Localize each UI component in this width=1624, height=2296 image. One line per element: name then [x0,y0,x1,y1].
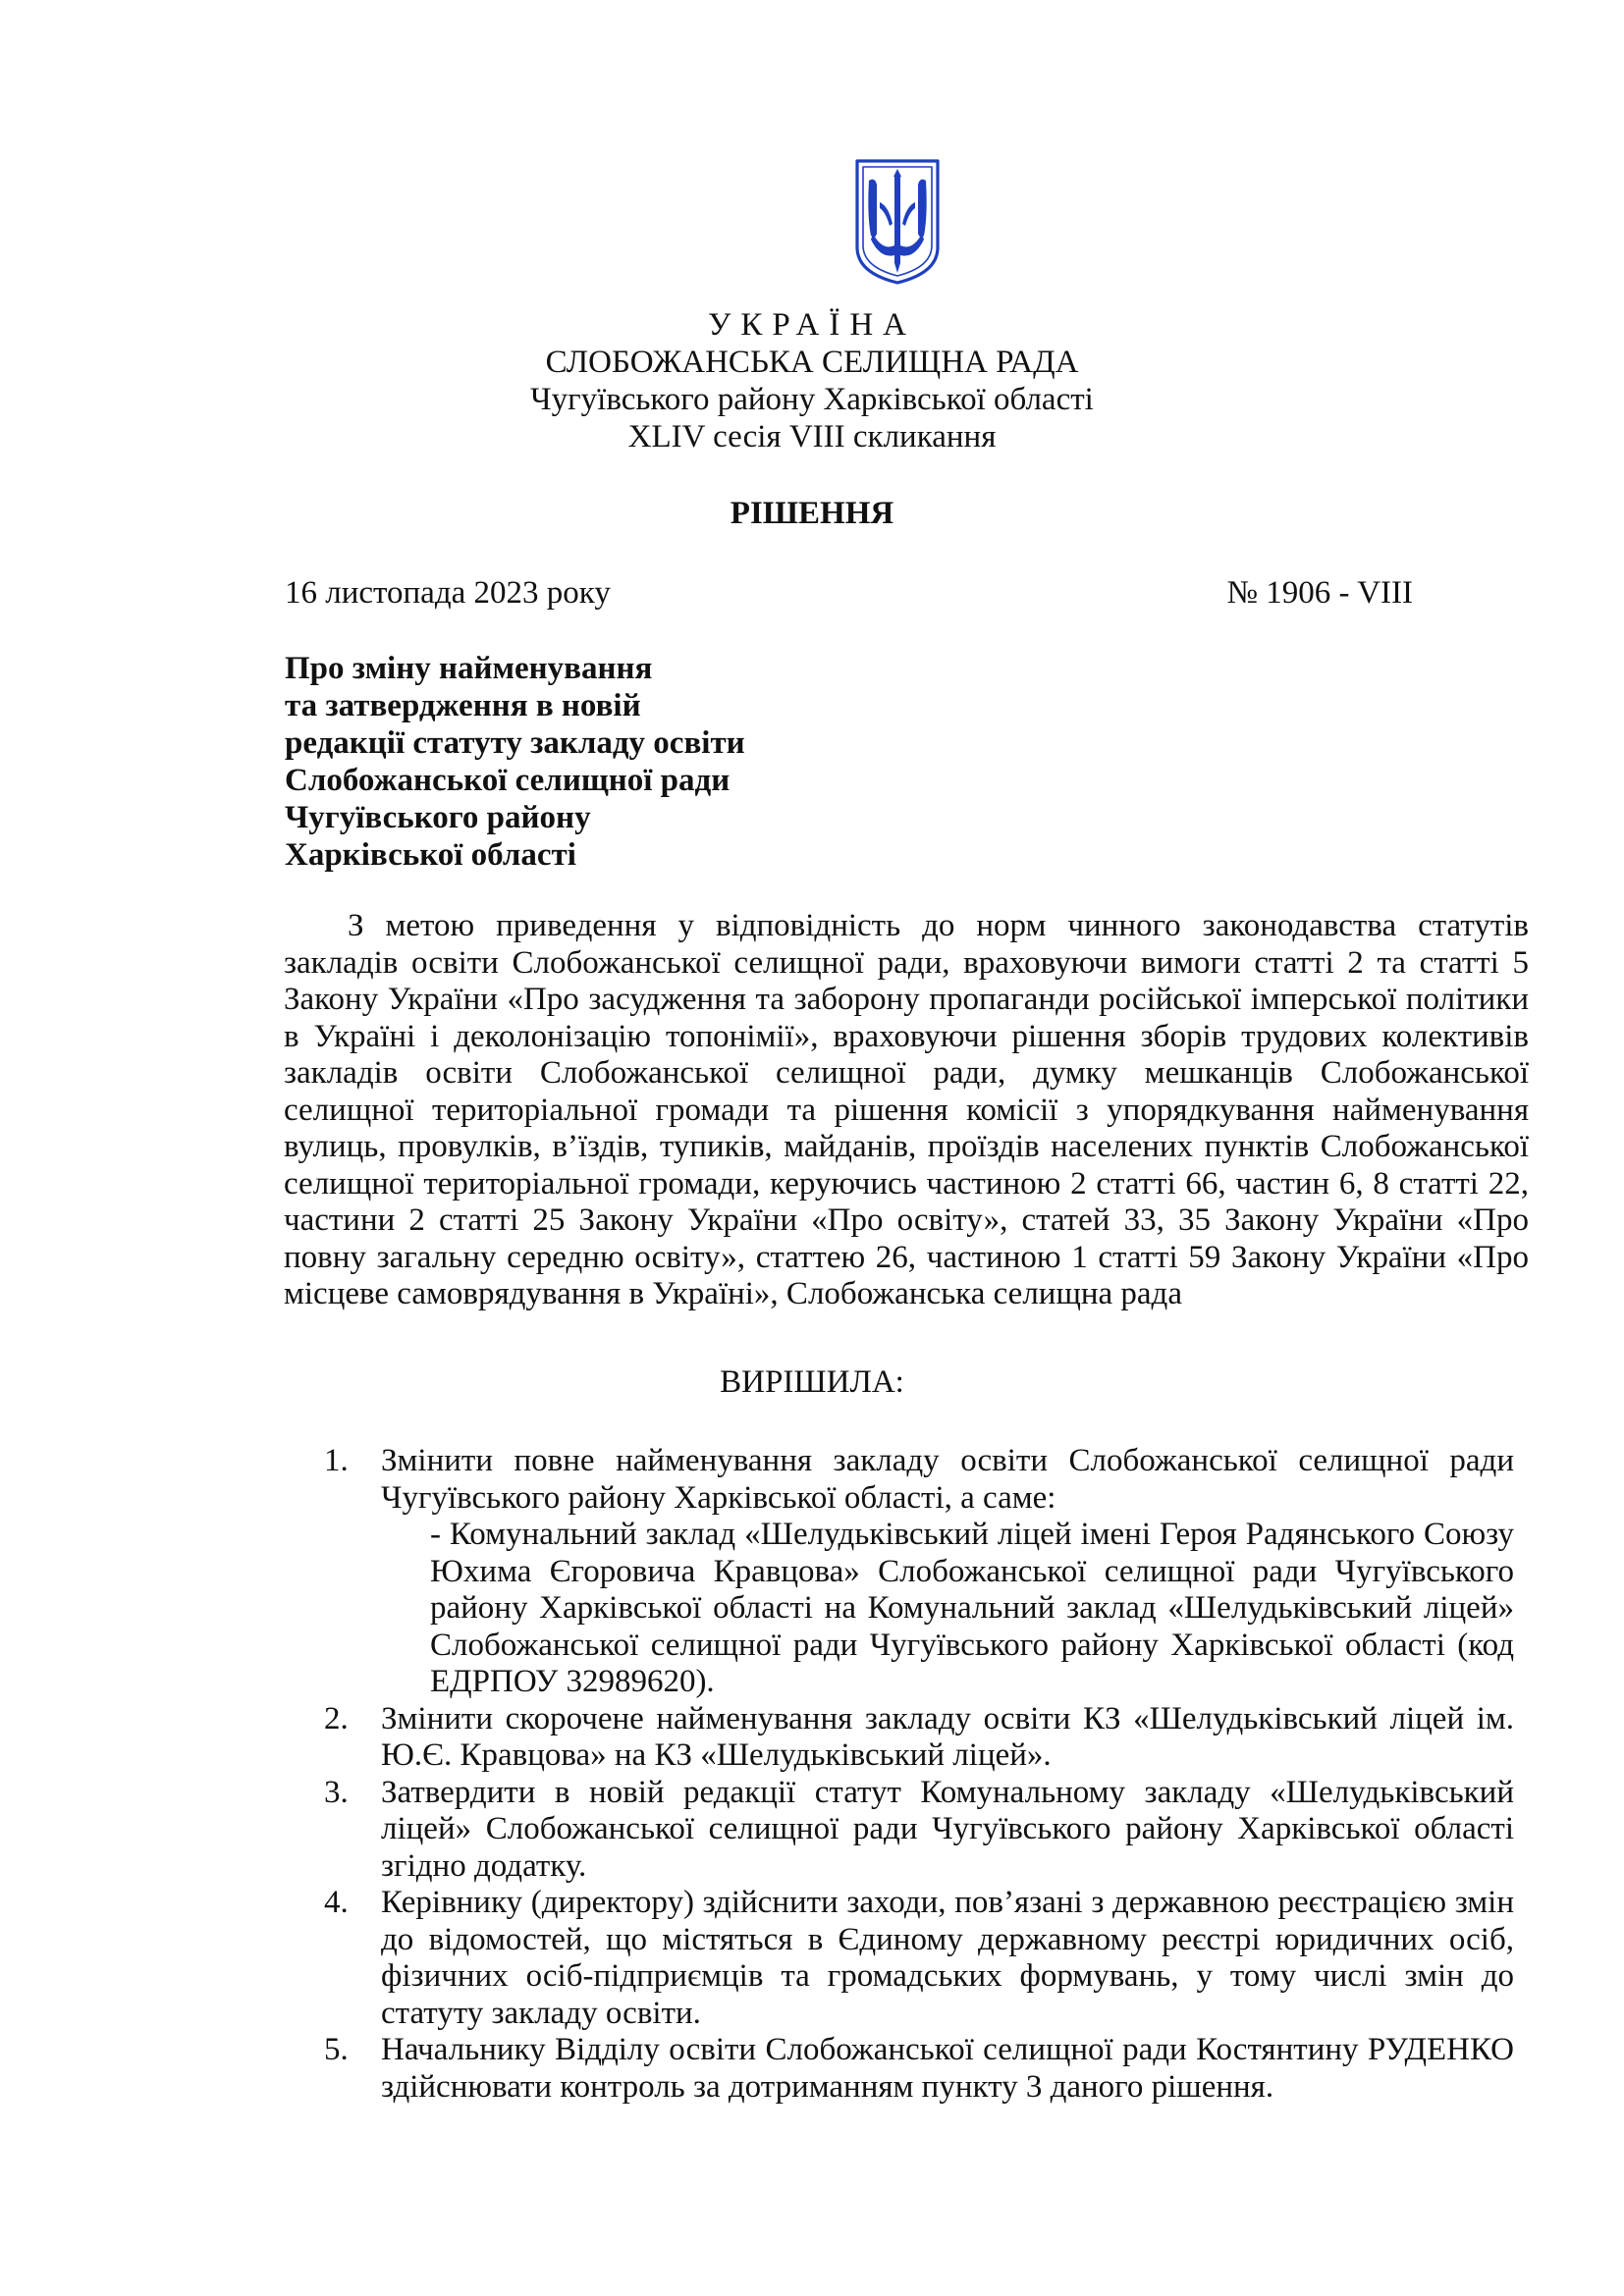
item-text: Начальнику Відділу освіти Слобожанської селищної ради Костянтину РУДЕНКО здійснювати контроль за дотриманням пункту 3 даного рішення. [381,2032,1514,2105]
decision-item [324,2032,1514,2106]
decision-item [324,1701,1514,1775]
item-text: Змінити скорочене найменування закладу освіти КЗ «Шелудьківський ліцей ім. Ю.Є. Кравцова» на КЗ «Шелудьківський ліцей». [381,1700,1514,1773]
subject-line: Слобожанської селищної ради [285,763,731,798]
item-text: Затвердити в новій редакції статут Комунальному закладу «Шелудьківський ліцей» Слобожанської селищної ради Чугуївського району Харківської області згідно додатку. [381,1774,1514,1884]
decision-item [324,1775,1514,1886]
decision-number: № 1906 - VIII [1226,575,1413,611]
resolved-heading: ВИРІШИЛА: [720,1364,904,1400]
item-number: 5. [324,2032,349,2067]
council-name: СЛОБОЖАНСЬКА СЕЛИЩНА РАДА [545,345,1079,380]
subject-line: та затвердження в новій [285,688,641,723]
decision-subject [285,650,745,874]
item-number: 3. [324,1774,349,1810]
item-number: 2. [324,1700,349,1736]
decision-date: 16 листопада 2023 року [285,575,611,611]
item-text: Керівнику (директору) здійснити заходи, пов’язані з державною реєстрацією змін до відомостей, що містяться в Єдиному державному реєстрі юридичних осіб, фізичних осіб-підприємців та громадських формувань, у тому числі змін до статуту закладу освіти. [381,1885,1514,2031]
item-text: Змінити повне найменування закладу освіти Слобожанської селищної ради Чугуївського району Харківської області, а саме: [381,1443,1514,1516]
district-name: Чугуївського району Харківської області [530,382,1094,417]
item-subtext: - Комунальний заклад «Шелудьківський ліцей імені Героя Радянського Союзу Юхима Єгоровича Кравцова» Слобожанської селищної ради Чугуївського району Харківської області на Комунальний заклад «Шелудьківський ліцей» Слобожанської селищної ради Чугуївського району Харківської області (код ЕДРПОУ 32989620). [430,1517,1514,1699]
item-number: 4. [324,1885,349,1920]
subject-line: Чугуївського району [285,800,591,835]
subject-line: редакції статуту закладу освіти [285,725,745,761]
decision-item [324,1443,1514,1701]
trident-coat-of-arms-icon [853,157,942,287]
subject-line: Про зміну найменування [285,651,653,686]
subject-line: Харківської області [285,837,576,873]
preamble-paragraph: З метою приведення у відповідність до норм чинного законодавства статутів закладів освіти Слобожанської селищної ради, враховуючи вимоги статті 2 та статті 5 Закону України «Про засудження та заборону пропаганди російської імперської політики в Україні і деколонізацію топонімії», враховуючи рішення зборів трудових колективів закладів освіти Слобожанської селищної ради, думку мешканців Слобожанської селищної територіальної громади та рішення комісії з упорядкування найменування вулиць, провулків, в’їздів, тупиків, майданів, проїздів населених пунктів Слобожанської селищної територіальної громади, керуючись частиною 2 статті 66, частин 6, 8 статті 22, частини 2 статті 25 Закону України «Про освіту», статей 33, 35 Закону України «Про повну загальну середню освіту», статтею 26, частиною 1 статті 59 Закону України «Про місцеве самоврядування в Україні», Слобожанська селищна рада [284,908,1529,1311]
decision-items [324,1443,1514,2106]
document-title: РІШЕННЯ [730,496,894,531]
session-label: XLIV сесія VIII скликання [627,419,997,454]
header [0,306,1624,455]
decision-item [324,1885,1514,2032]
item-number: 1. [324,1443,349,1478]
country-name: УКРАЇНА [708,307,916,343]
